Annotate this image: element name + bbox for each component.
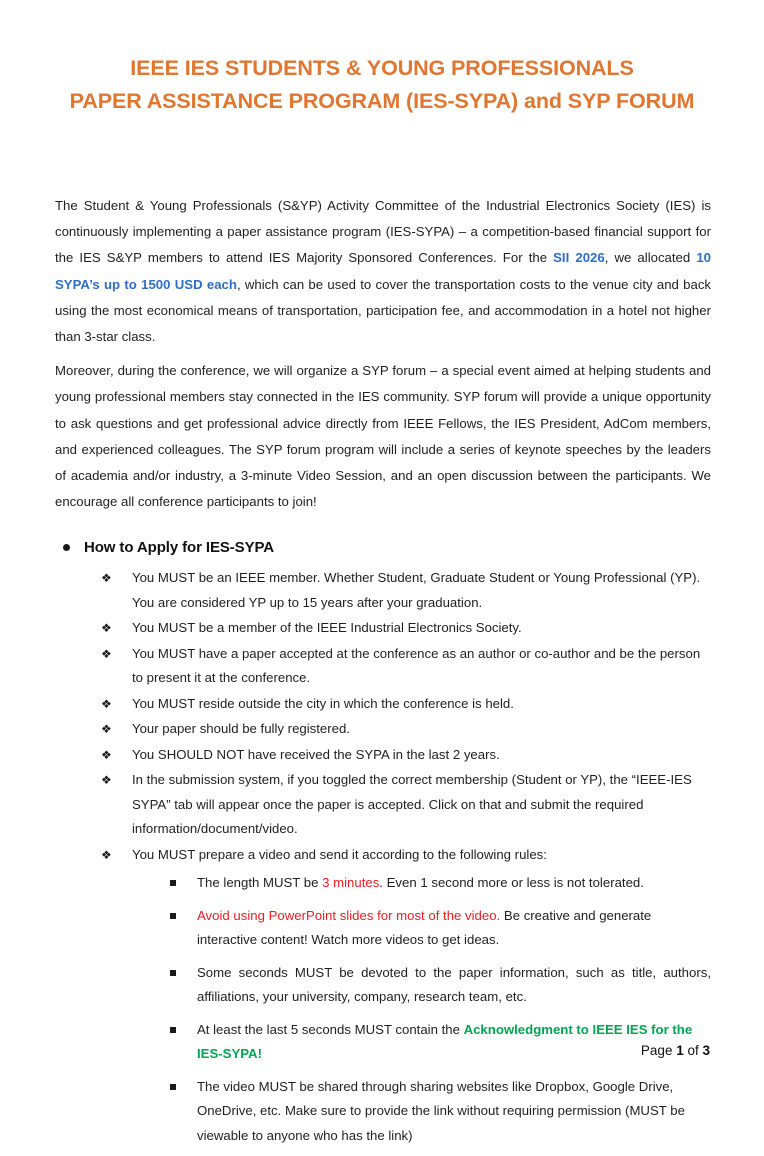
document-title [0,0,764,118]
list-item-text: Your paper should be fully registered. [132,721,350,737]
how-to-apply-section [55,538,711,558]
diamond-bullet-icon: ❖ [101,722,112,737]
list-item [101,642,711,691]
title-line-1: IEEE IES STUDENTS & YOUNG PROFESSIONALS [130,56,634,80]
highlight-avoid-powerpoint: Avoid using PowerPoint slides for most of the video. [197,907,501,923]
list-item-text: You MUST have a paper accepted at the conference as an author or co-author and be the person to present it at the conference. [132,645,701,686]
diamond-bullet-icon: ❖ [101,571,112,586]
diamond-bullet-icon: ❖ [101,847,112,862]
forum-paragraph: Moreover, during the conference, we will organize a SYP forum – a special event aimed at helping students and young professional members stay connected in the IES community. SYP forum will provide a unique opportunity to ask questions and get professional advice directly from IEEE Fellows, the IES President, AdCom members, and experienced colleagues. The SYP forum program will include a series of keynote speeches by the leaders of academia and/or industry, a 3-minute Video Session, and an open discussion between the participants. We encourage all conference participants to join! [55,363,711,510]
requirements-list [55,566,711,1148]
list-item [101,843,711,1149]
square-bullet-icon [170,913,176,919]
list-item [101,717,711,742]
list-item [166,904,711,953]
rule-text: The video MUST be shared through sharing websites like Dropbox, Google Drive, OneDrive, etc. Make sure to provide the link without requiring permission (MUST be viewable to anyone who has the link) [197,1078,685,1143]
list-item [166,961,711,1010]
list-item-text: You MUST be a member of the IEEE Industrial Electronics Society. [132,620,522,636]
intro-text-part-2: , we allocated [604,250,697,266]
title-line-2: PAPER ASSISTANCE PROGRAM (IES-SYPA) and SYP FORUM [69,89,695,113]
highlight-acknowledgment: Acknowledgment to IEEE IES for the IES-SYPA! [197,1021,693,1062]
footer-middle: of [683,1043,703,1058]
diamond-bullet-icon: ❖ [101,696,112,711]
square-bullet-icon [170,880,176,886]
document-body [55,193,711,1156]
list-item-text: You MUST be an IEEE member. Whether Student, Graduate Student or Young Professional (YP). You are considered YP up to 15 years after your graduation. [132,570,701,610]
intro-text-part-1: The Student & Young Professionals (S&YP) Activity Committee of the Industrial Electronics Society (IES) is continuously implementing a paper assistance program (IES-SYPA) – a competition-based financial support for the IES S&YP members to attend IES Majority Sponsored Conferences. For the [55,198,711,266]
rule-text-suffix: Be creative and generate interactive content! Watch more videos to get ideas. [197,907,652,948]
list-item-text: You MUST reside outside the city in which the conference is held. [132,695,514,711]
list-item [101,692,711,717]
highlight-three-minutes: 3 minutes [322,875,380,891]
diamond-bullet-icon: ❖ [101,646,112,661]
rule-text-prefix: At least the last 5 seconds MUST contain the [197,1021,464,1037]
list-item-text: You MUST prepare a video and send it according to the following rules: [132,846,547,862]
square-bullet-icon [170,970,176,976]
footer-total-pages: 3 [702,1043,710,1058]
list-item [101,566,711,615]
list-item-text: In the submission system, if you toggled the correct membership (Student or YP), the “IEEE-IES SYPA” tab will appear once the paper is accepted. Click on that and submit the required information/document/video. [132,772,692,837]
list-item [101,743,711,768]
disc-bullet-icon [63,544,70,551]
rule-text-suffix: . Even 1 second more or less is not tolerated. [379,875,644,891]
list-item [166,871,711,896]
section-heading-how-to-apply: How to Apply for IES-SYPA [84,539,275,557]
list-item [101,768,711,842]
footer-current-page: 1 [676,1043,684,1058]
square-bullet-icon [170,1084,176,1090]
list-item [101,616,711,641]
highlight-sypa-amount: 10 SYPA’s up to 1500 USD each [55,250,711,292]
square-bullet-icon [170,1027,176,1033]
diamond-bullet-icon: ❖ [101,747,112,762]
intro-text-part-3: , which can be used to cover the transportation costs to the venue city and back using the most economical means of transportation, participation fee, and accommodation in a hotel not higher than 3-star class. [55,276,712,345]
list-item-text: You SHOULD NOT have received the SYPA in the last 2 years. [132,746,500,762]
video-rules-list [132,871,711,1148]
footer-prefix: Page [640,1043,677,1058]
highlight-sii-2026: SII 2026 [553,250,605,266]
rule-text-prefix: The length MUST be [197,875,323,891]
page-footer [0,1043,710,1058]
diamond-bullet-icon: ❖ [101,773,112,788]
intro-paragraph [55,193,711,350]
diamond-bullet-icon: ❖ [101,621,112,636]
rule-text: Some seconds MUST be devoted to the paper information, such as title, authors, affiliations, your university, company, research team, etc. [197,964,711,1005]
list-item [166,1075,711,1149]
